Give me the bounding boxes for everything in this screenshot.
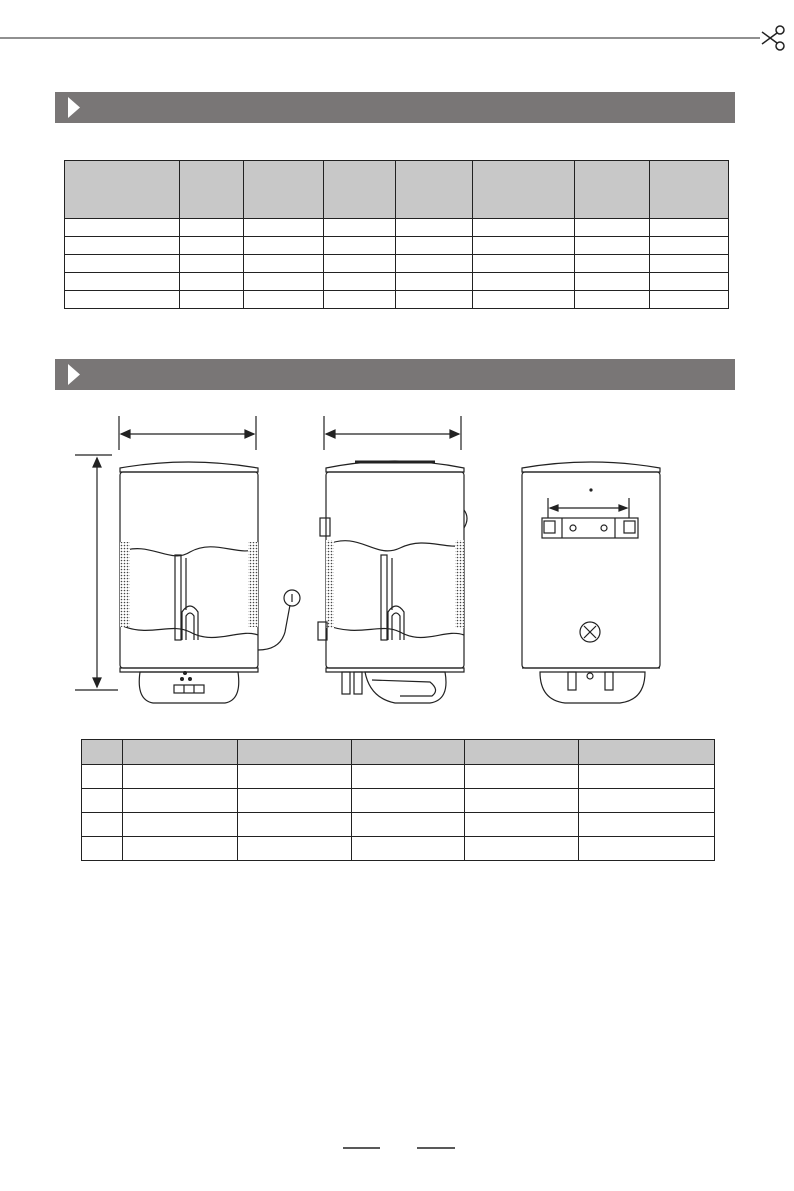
table-cell	[351, 789, 465, 813]
table-cell	[82, 789, 123, 813]
table-cell	[323, 255, 396, 273]
header-cell	[323, 161, 396, 219]
cut-line	[0, 0, 794, 60]
table-cell	[351, 765, 465, 789]
dimension-drawings	[0, 400, 794, 720]
table-row	[65, 219, 729, 237]
table-cell	[351, 813, 465, 837]
header-cell	[575, 161, 650, 219]
header-cell	[396, 161, 473, 219]
table-cell	[243, 255, 323, 273]
table-cell	[65, 273, 180, 291]
table-cell	[579, 789, 715, 813]
table-cell	[396, 237, 473, 255]
scissors-icon	[762, 26, 784, 50]
table-cell	[396, 219, 473, 237]
chevron-right-icon	[55, 92, 86, 123]
header-cell	[65, 161, 180, 219]
table-cell	[179, 255, 243, 273]
table-cell	[396, 291, 473, 309]
header-cell	[351, 740, 465, 765]
header-cell	[237, 740, 351, 765]
table-cell	[473, 237, 575, 255]
section-bar-dimensions	[55, 359, 735, 390]
table-cell	[179, 219, 243, 237]
table-cell	[473, 219, 575, 237]
table-cell	[575, 291, 650, 309]
table-cell	[243, 291, 323, 309]
back-view-drawing	[522, 462, 660, 703]
table-row	[82, 837, 715, 861]
table-cell	[237, 837, 351, 861]
table-cell	[473, 291, 575, 309]
table-cell	[65, 255, 180, 273]
table-cell	[650, 219, 729, 237]
table-cell	[243, 219, 323, 237]
header-cell	[82, 740, 123, 765]
section-bar-specifications	[55, 92, 735, 123]
header-cell	[179, 161, 243, 219]
dimension-table	[81, 739, 715, 861]
table-cell	[122, 837, 237, 861]
table-cell	[122, 765, 237, 789]
table-cell	[465, 789, 579, 813]
table-cell	[575, 237, 650, 255]
table-row	[65, 291, 729, 309]
header-cell	[473, 161, 575, 219]
front-view-drawing	[75, 416, 300, 703]
table-cell	[396, 273, 473, 291]
table-cell	[122, 813, 237, 837]
table-cell	[122, 789, 237, 813]
table-cell	[579, 765, 715, 789]
header-cell	[465, 740, 579, 765]
table-cell	[650, 237, 729, 255]
table-cell	[82, 837, 123, 861]
table-cell	[579, 837, 715, 861]
table-header-row	[82, 740, 715, 765]
table-row	[65, 255, 729, 273]
table-row	[82, 765, 715, 789]
table-cell	[650, 273, 729, 291]
table-cell	[323, 219, 396, 237]
table-cell	[82, 765, 123, 789]
side-view-drawing	[318, 416, 467, 703]
table-cell	[65, 237, 180, 255]
table-cell	[575, 273, 650, 291]
spec-table	[64, 160, 729, 309]
table-cell	[179, 273, 243, 291]
table-cell	[243, 273, 323, 291]
table-cell	[179, 237, 243, 255]
page-number-lines	[0, 1130, 794, 1160]
table-cell	[575, 255, 650, 273]
table-cell	[473, 255, 575, 273]
table-cell	[323, 237, 396, 255]
table-cell	[396, 255, 473, 273]
table-cell	[351, 837, 465, 861]
table-cell	[575, 219, 650, 237]
table-cell	[82, 813, 123, 837]
table-row	[82, 789, 715, 813]
table-cell	[323, 291, 396, 309]
table-row	[65, 273, 729, 291]
table-cell	[65, 219, 180, 237]
chevron-right-icon	[55, 359, 86, 390]
table-cell	[179, 291, 243, 309]
table-cell	[243, 237, 323, 255]
table-cell	[579, 813, 715, 837]
table-cell	[65, 291, 180, 309]
table-cell	[237, 765, 351, 789]
header-cell	[579, 740, 715, 765]
table-row	[65, 237, 729, 255]
table-cell	[650, 291, 729, 309]
table-header-row	[65, 161, 729, 219]
table-cell	[650, 255, 729, 273]
table-cell	[323, 273, 396, 291]
table-cell	[237, 813, 351, 837]
table-cell	[465, 837, 579, 861]
table-cell	[237, 789, 351, 813]
table-cell	[465, 813, 579, 837]
header-cell	[650, 161, 729, 219]
table-cell	[473, 273, 575, 291]
header-cell	[243, 161, 323, 219]
table-row	[82, 813, 715, 837]
table-cell	[465, 765, 579, 789]
header-cell	[122, 740, 237, 765]
